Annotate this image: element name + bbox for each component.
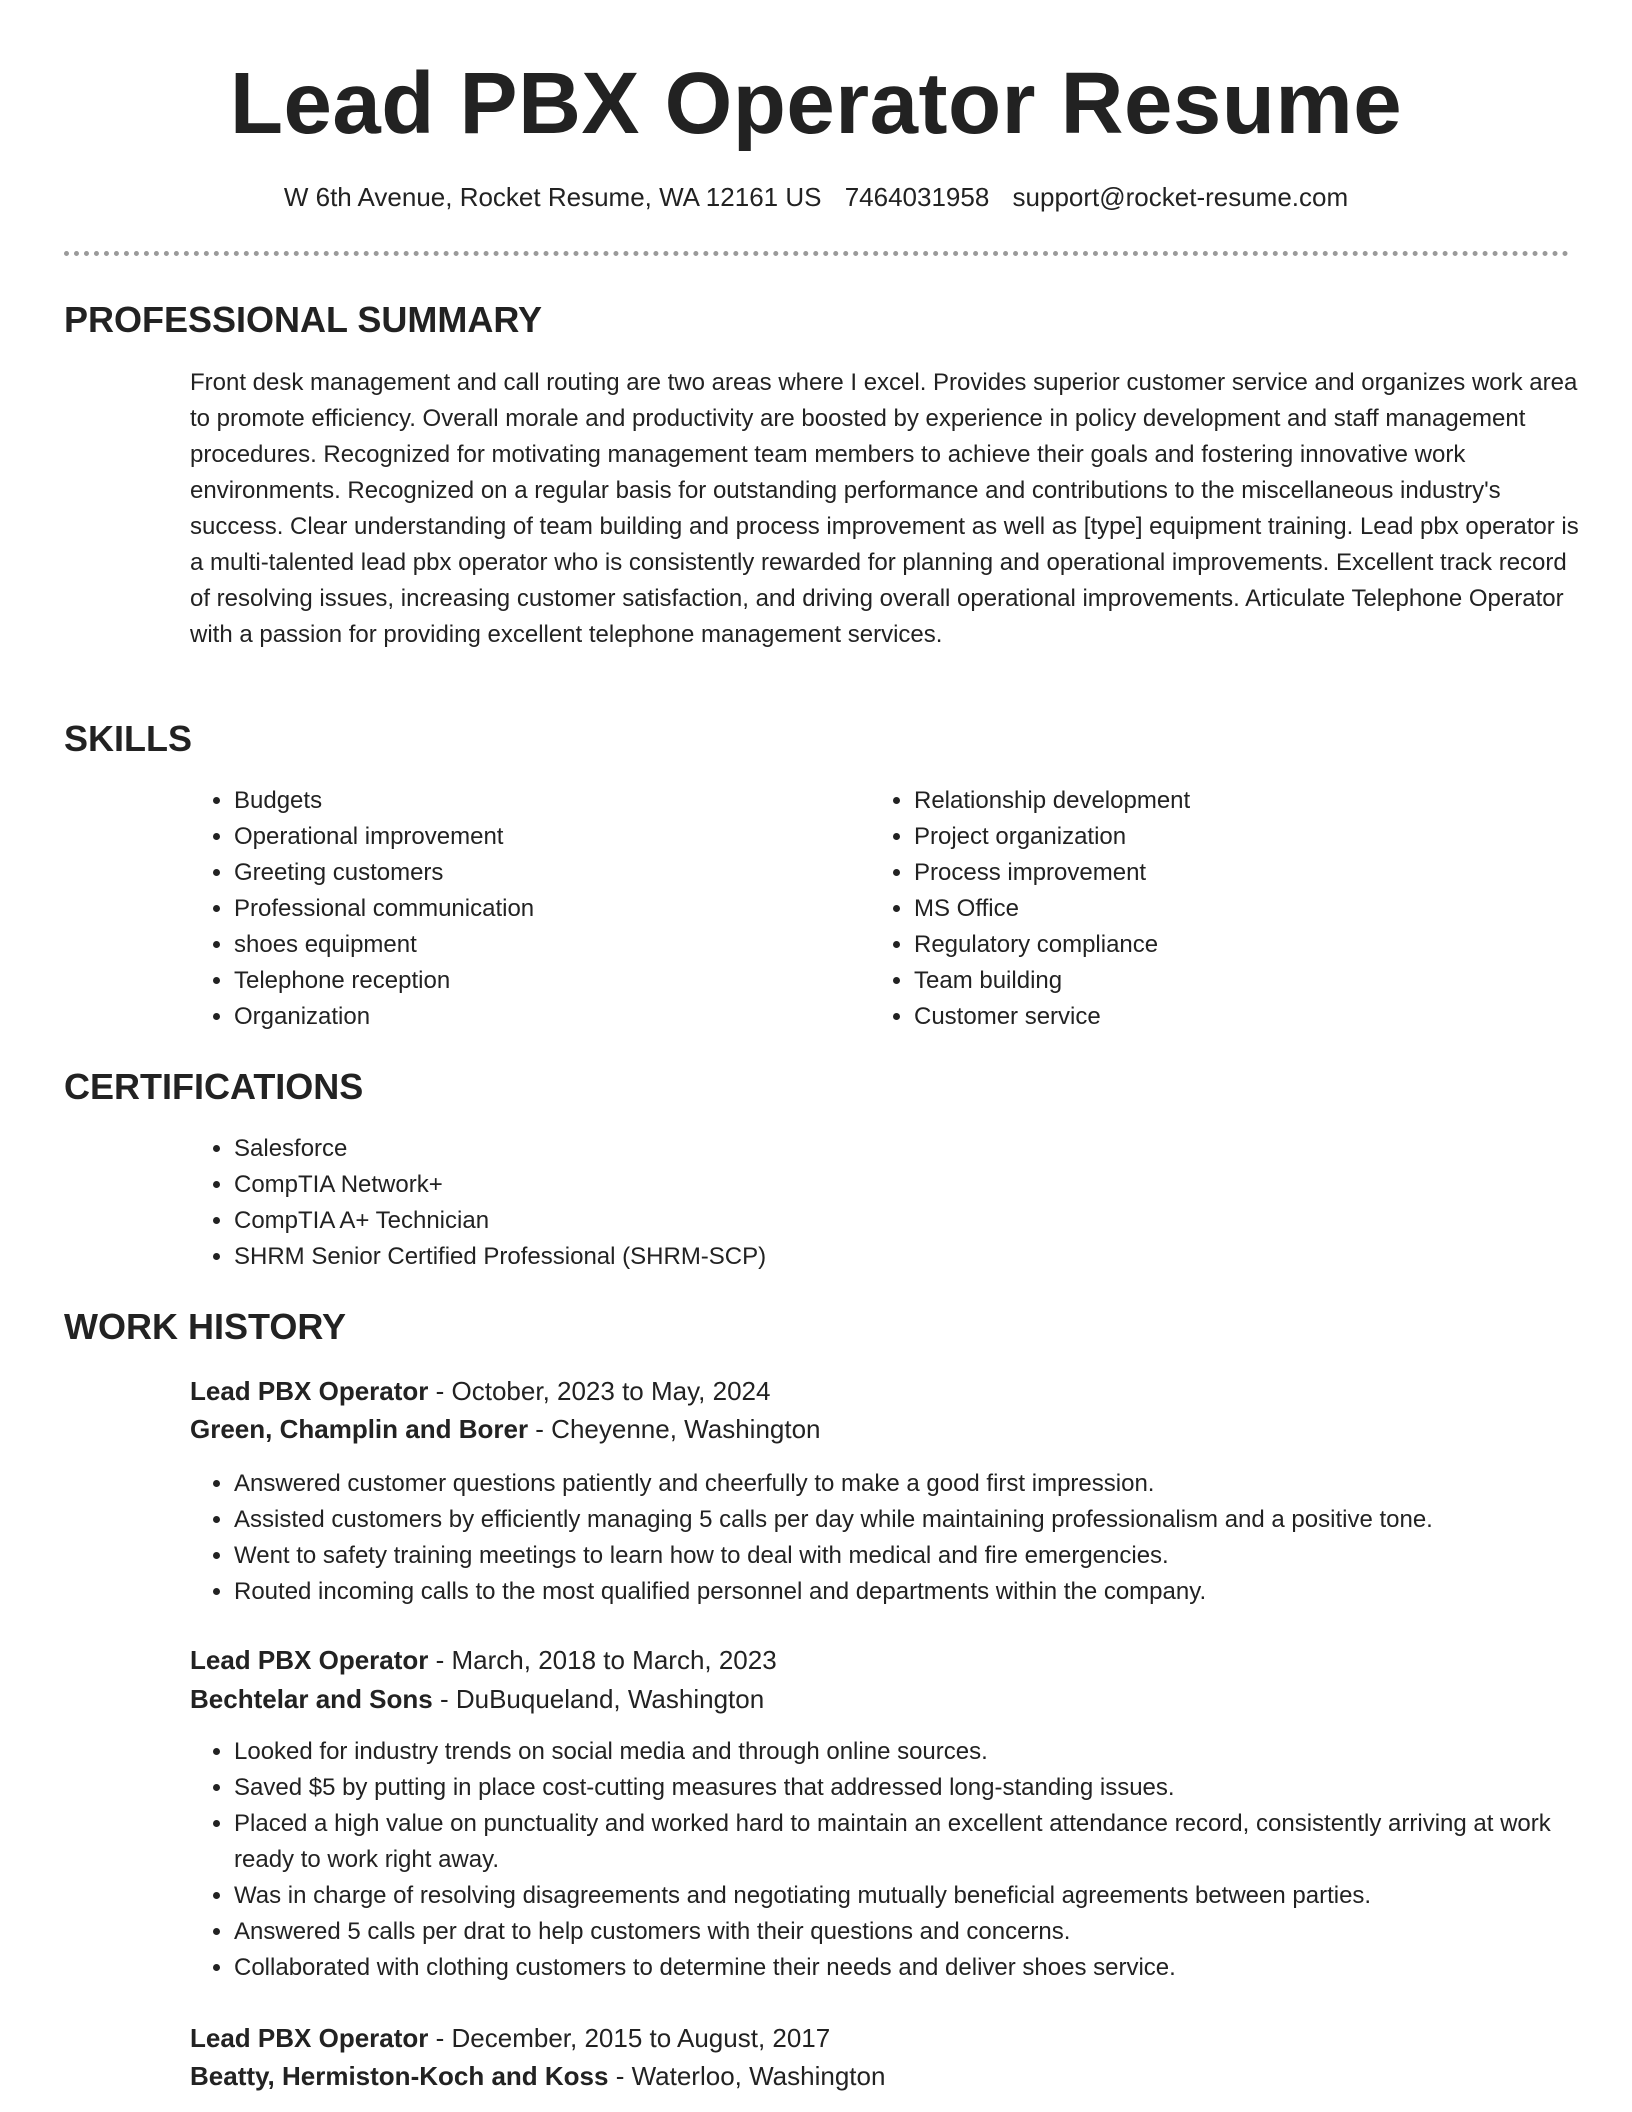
job-dates: - March, 2018 to March, 2023 bbox=[428, 1645, 777, 1675]
email[interactable]: support@rocket-resume.com bbox=[1012, 182, 1349, 212]
job-company-line bbox=[190, 1684, 764, 1714]
job-dates: - December, 2015 to August, 2017 bbox=[428, 2023, 831, 2053]
list-item: • Relationship development bbox=[914, 783, 1564, 819]
job-location: - Cheyenne, Washington bbox=[528, 1414, 821, 1444]
job-company-line bbox=[190, 1414, 821, 1444]
job-title-line bbox=[190, 1376, 770, 1406]
list-item: • Answered 5 calls per drat to help customers with their questions and concerns. bbox=[234, 1914, 1594, 1950]
job-company: Bechtelar and Sons bbox=[190, 1684, 433, 1714]
list-item: • Professional communication bbox=[234, 891, 834, 927]
job-bullets bbox=[190, 1734, 1594, 1986]
list-item: • Went to safety training meetings to learn how to deal with medical and fire emergencies. bbox=[234, 1538, 1594, 1574]
job-title: Lead PBX Operator bbox=[190, 1645, 429, 1675]
list-item: • Budgets bbox=[234, 783, 834, 819]
list-item: • Customer service bbox=[914, 999, 1564, 1035]
skills-list-right bbox=[870, 783, 1564, 1035]
job-company: Beatty, Hermiston-Koch and Koss bbox=[190, 2061, 609, 2091]
list-item: • Saved $5 by putting in place cost-cutting measures that addressed long-standing issues. bbox=[234, 1770, 1594, 1806]
address: W 6th Avenue, Rocket Resume, WA 12161 US bbox=[283, 182, 822, 212]
skills-heading: SKILLS bbox=[64, 718, 193, 759]
list-item: • Operational improvement bbox=[234, 819, 834, 855]
list-item: • Looked for industry trends on social media and through online sources. bbox=[234, 1734, 1594, 1770]
list-item: • Placed a high value on punctuality and worked hard to maintain an excellent attendance record, consistently arriving at work ready to work right away. bbox=[234, 1806, 1594, 1878]
job-bullets bbox=[190, 1466, 1594, 1610]
job-title-line bbox=[190, 2023, 830, 2053]
list-item: • CompTIA A+ Technician bbox=[234, 1203, 1434, 1239]
job-location: - Waterloo, Washington bbox=[608, 2061, 886, 2091]
job-title: Lead PBX Operator bbox=[190, 2023, 429, 2053]
list-item: • CompTIA Network+ bbox=[234, 1167, 1434, 1203]
list-item: • SHRM Senior Certified Professional (SHRM-SCP) bbox=[234, 1239, 1434, 1275]
list-item: • Salesforce bbox=[234, 1131, 1434, 1167]
page-title: Lead PBX Operator Resume bbox=[229, 55, 1403, 152]
contact-line bbox=[0, 182, 1632, 212]
list-item: • Project organization bbox=[914, 819, 1564, 855]
list-item: • Team building bbox=[914, 963, 1564, 999]
job-title: Lead PBX Operator bbox=[190, 1376, 429, 1406]
list-item: • Answered customer questions patiently and cheerfully to make a good first impression. bbox=[234, 1466, 1594, 1502]
summary-text: Front desk management and call routing are two areas where I excel. Provides superior customer service and organizes work area to promote efficiency. Overall morale and productivity are boosted by experience in policy development and staff management procedures. Recognized for motivating management team members to achieve their goals and fostering innovative work environments. Recognized on a regular basis for outstanding performance and contributions to the miscellaneous industry's success. Clear understanding of team building and process improvement as well as [type] equipment training. Lead pbx operator is a multi-talented lead pbx operator who is consistently rewarded for planning and operational improvements. Excellent track record of resolving issues, increasing customer satisfaction, and driving overall operational improvements. Articulate Telephone Operator with a passion for providing excellent telephone management services. bbox=[190, 369, 1579, 648]
list-item: • Was in charge of resolving disagreements and negotiating mutually beneficial agreements between parties. bbox=[234, 1878, 1594, 1914]
list-item: • Organization bbox=[234, 999, 834, 1035]
phone: 7464031958 bbox=[844, 182, 990, 212]
summary-heading: PROFESSIONAL SUMMARY bbox=[64, 299, 543, 340]
list-item: • MS Office bbox=[914, 891, 1564, 927]
list-item: • Routed incoming calls to the most qualified personnel and departments within the company. bbox=[234, 1574, 1594, 1610]
list-item: • Collaborated with clothing customers to determine their needs and deliver shoes service. bbox=[234, 1950, 1594, 1986]
work-history-heading: WORK HISTORY bbox=[64, 1306, 347, 1347]
list-item: • shoes equipment bbox=[234, 927, 834, 963]
certifications-list bbox=[190, 1131, 1434, 1275]
job-location: - DuBuqueland, Washington bbox=[432, 1684, 765, 1714]
list-item: • Telephone reception bbox=[234, 963, 834, 999]
list-item: • Process improvement bbox=[914, 855, 1564, 891]
certifications-heading: CERTIFICATIONS bbox=[64, 1066, 364, 1107]
job-title-line bbox=[190, 1645, 777, 1675]
job-company-line bbox=[190, 2061, 885, 2091]
job-company: Green, Champlin and Borer bbox=[190, 1414, 529, 1444]
skills-list-left bbox=[190, 783, 834, 1035]
list-item: • Regulatory compliance bbox=[914, 927, 1564, 963]
job-dates: - October, 2023 to May, 2024 bbox=[428, 1376, 771, 1406]
header-divider bbox=[64, 251, 1569, 256]
list-item: • Greeting customers bbox=[234, 855, 834, 891]
list-item: • Assisted customers by efficiently managing 5 calls per day while maintaining professionalism and a positive tone. bbox=[234, 1502, 1594, 1538]
